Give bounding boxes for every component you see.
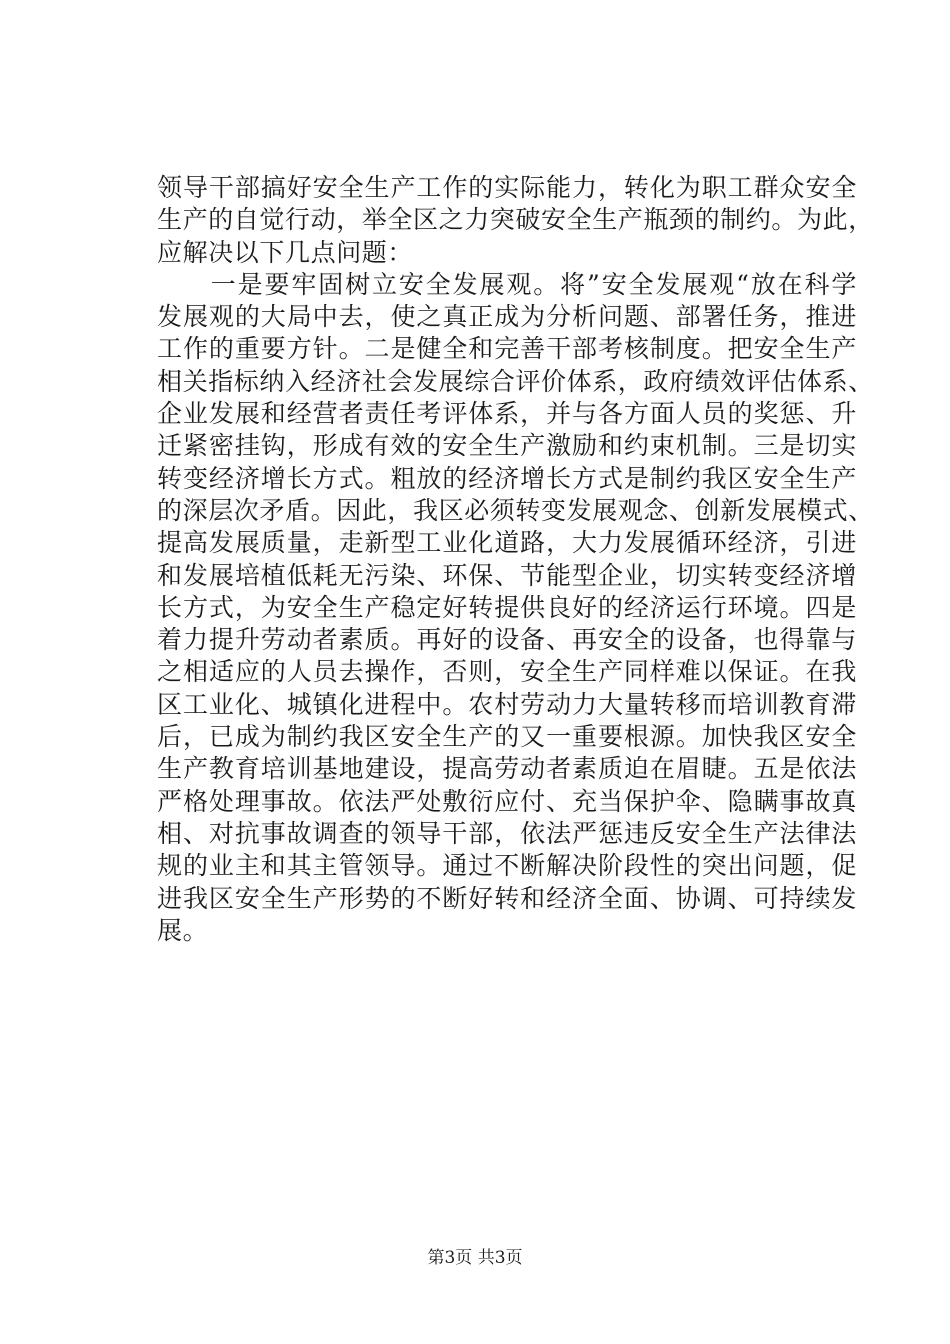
text-line: 企业发展和经营者责任考评体系，并与各方面人员的奖惩、升 — [157, 399, 857, 429]
text-line: 长方式，为安全生产稳定好转提供良好的经济运行环境。四是 — [157, 592, 857, 622]
text-line: 严格处理事故。依法严处敷衍应付、充当保护伞、隐瞒事故真 — [157, 786, 857, 816]
text-line: 规的业主和其主管领导。通过不断解决阶段性的突出问题，促 — [157, 851, 857, 881]
page-footer — [0, 1243, 950, 1268]
text-line: 提高发展质量，走新型工业化道路，大力发展循环经济，引进 — [157, 528, 857, 558]
text-line: 和发展培植低耗无污染、环保、节能型企业，切实转变经济增 — [157, 560, 857, 590]
text-line: 一是要牢固树立安全发展观。将”安全发展观“放在科学 — [157, 269, 857, 299]
text-line: 相、对抗事故调查的领导干部，依法严惩违反安全生产法律法 — [157, 818, 857, 848]
text-line: 生产的自觉行动，举全区之力突破安全生产瓶颈的制约。为此， — [157, 205, 874, 235]
text-line: 转变经济增长方式。粗放的经济增长方式是制约我区安全生产 — [157, 463, 857, 493]
text-line: 应解决以下几点问题： — [157, 237, 414, 267]
text-line: 领导干部搞好安全生产工作的实际能力，转化为职工群众安全 — [157, 173, 857, 202]
text-line: 生产教育培训基地建设，提高劳动者素质迫在眉睫。五是依法 — [157, 754, 857, 784]
text-line: 工作的重要方针。二是健全和完善干部考核制度。把安全生产 — [157, 334, 857, 364]
page-number: 第3页 共3页 — [427, 1248, 523, 1268]
text-line: 的深层次矛盾。因此，我区必须转变发展观念、创新发展模式、 — [157, 495, 874, 525]
text-line: 进我区安全生产形势的不断好转和经济全面、协调、可持续发 — [157, 883, 857, 913]
text-line: 区工业化、城镇化进程中。农村劳动力大量转移而培训教育滞 — [157, 689, 857, 719]
text-line: 展。 — [157, 915, 209, 945]
text-line: 相关指标纳入经济社会发展综合评价体系，政府绩效评估体系、 — [157, 366, 874, 396]
text-line: 后，已成为制约我区安全生产的又一重要根源。加快我区安全 — [157, 722, 857, 752]
text-line: 迁紧密挂钩，形成有效的安全生产激励和约束机制。三是切实 — [157, 431, 857, 461]
text-line: 着力提升劳动者素质。再好的设备、再安全的设备，也得靠与 — [157, 625, 857, 655]
body-text — [157, 172, 874, 947]
text-line: 发展观的大局中去，使之真正成为分析问题、部署任务，推进 — [157, 302, 857, 332]
text-line: 之相适应的人员去操作，否则，安全生产同样难以保证。在我 — [157, 657, 857, 687]
